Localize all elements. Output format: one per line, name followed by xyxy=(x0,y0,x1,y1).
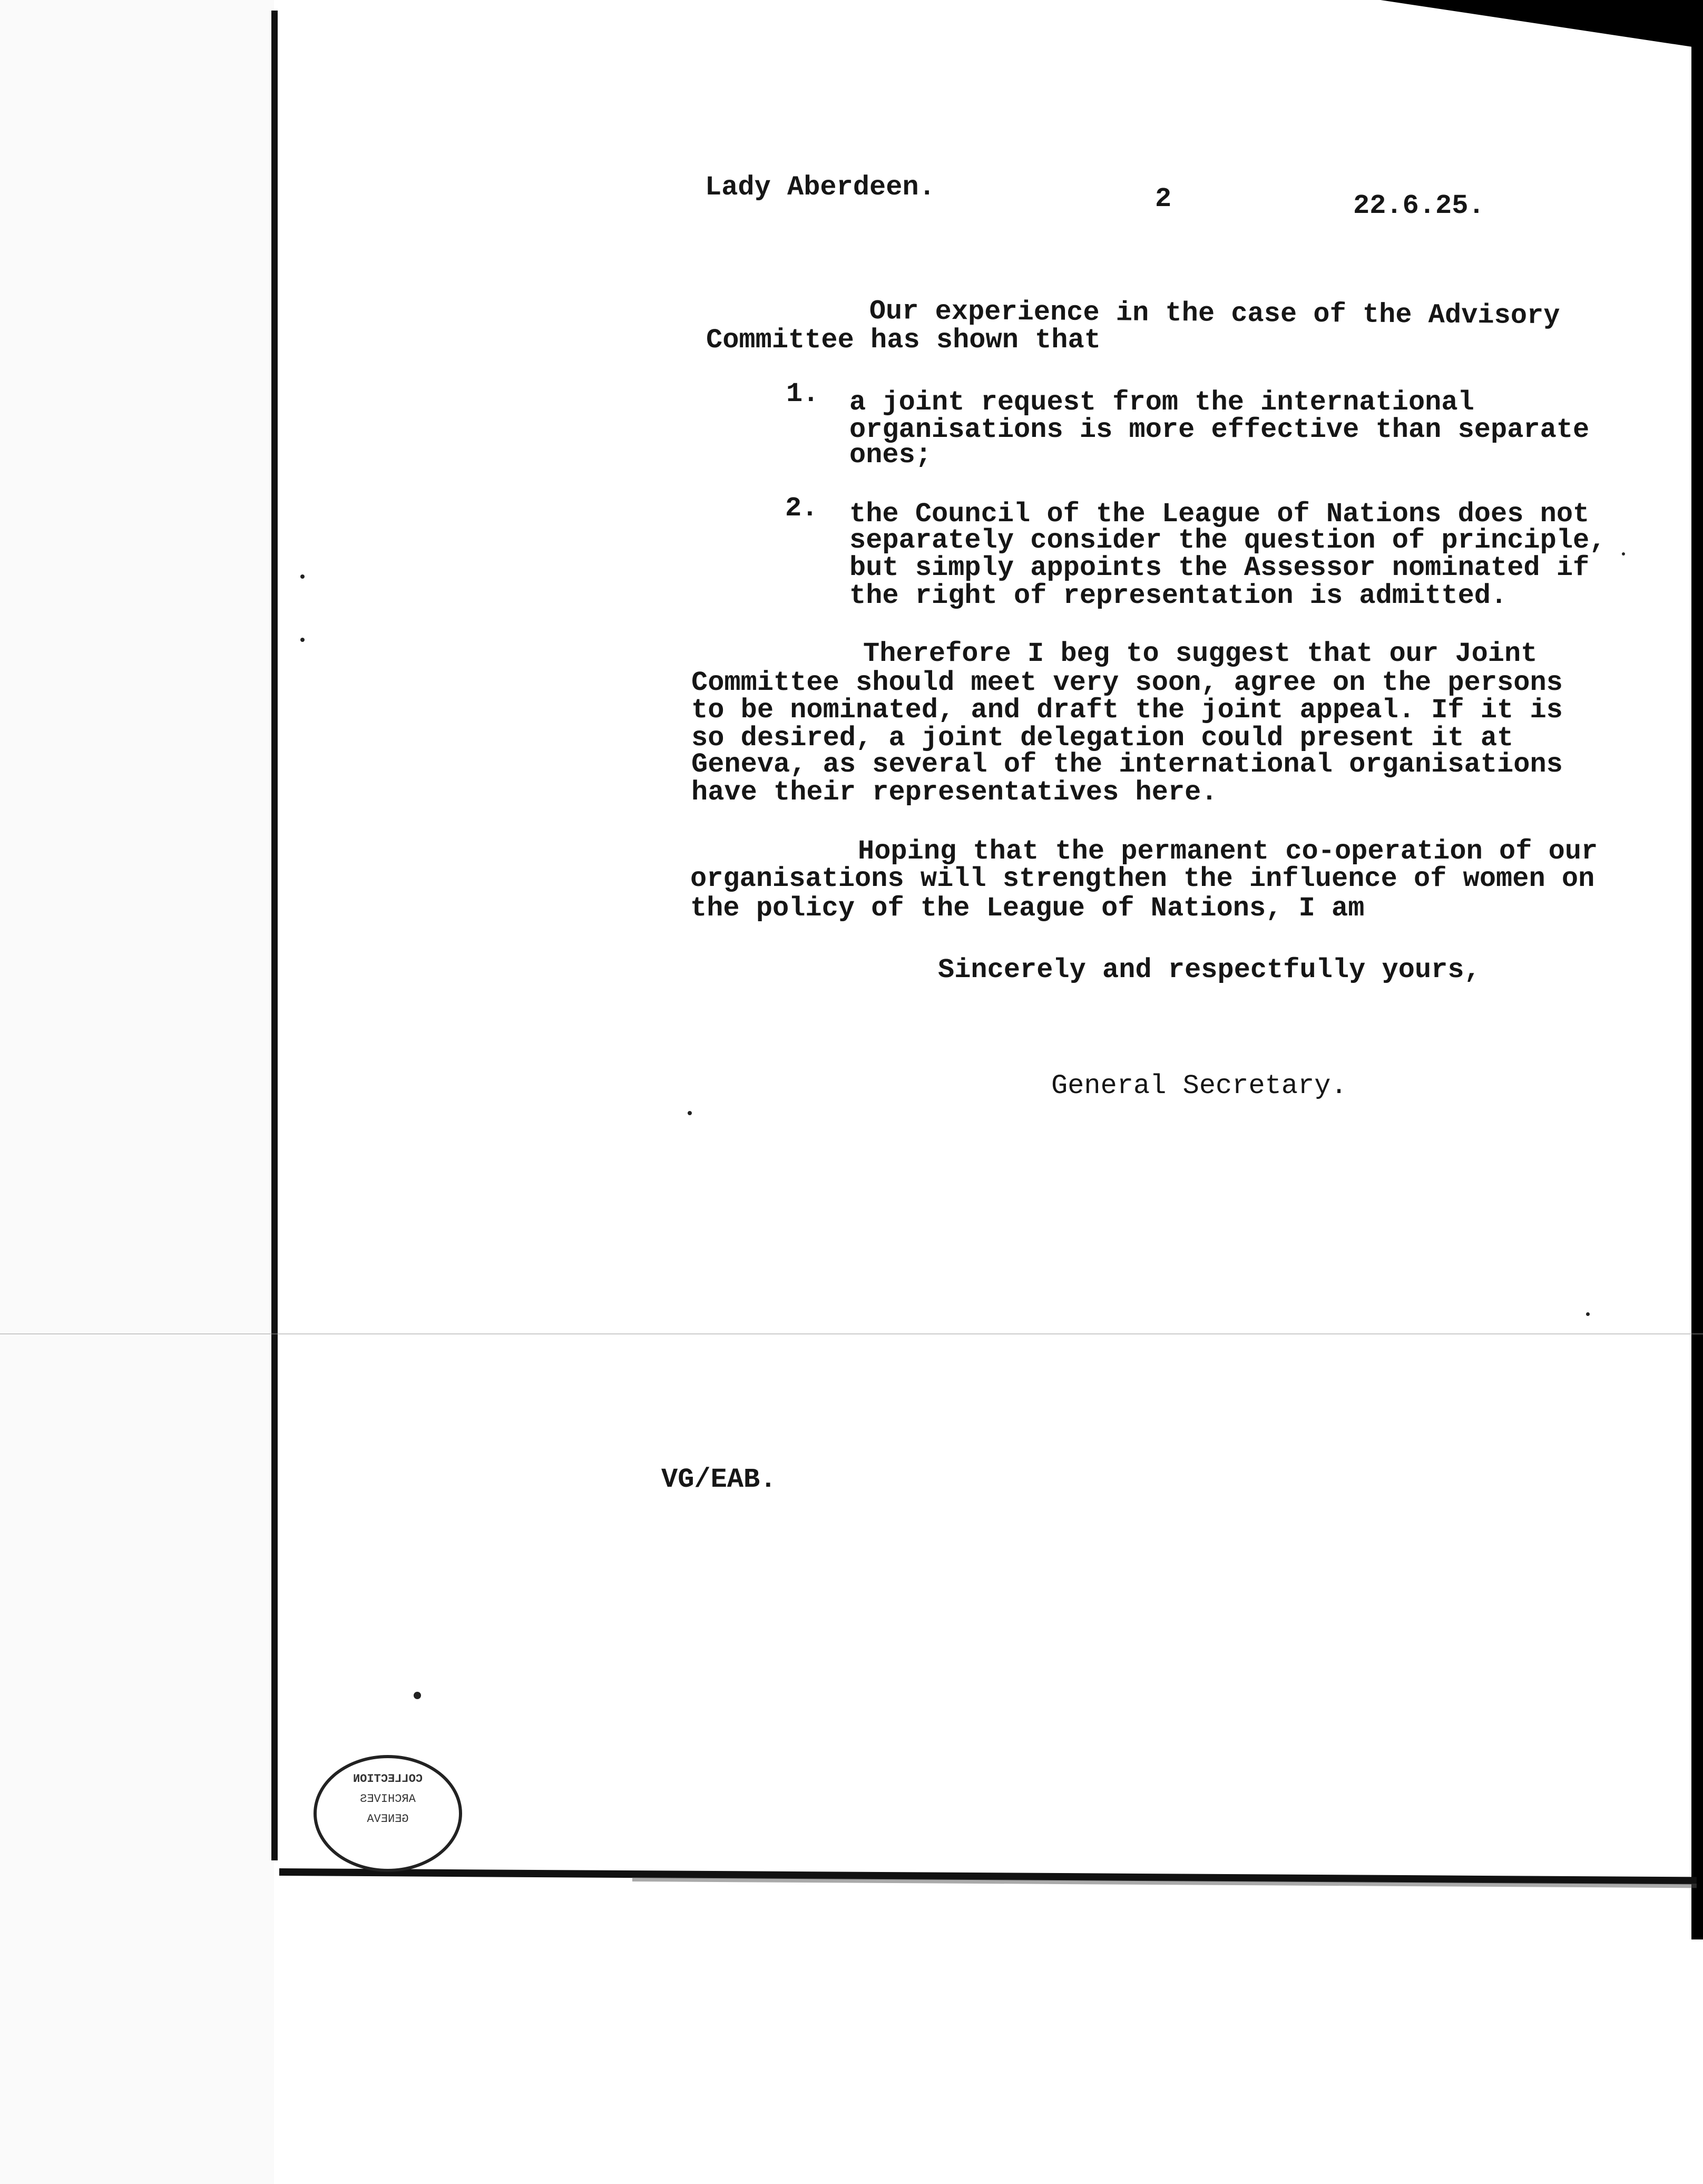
ink-speck xyxy=(300,638,305,642)
letter-date: 22.6.25. xyxy=(1353,190,1485,221)
paragraph-line: organisations will strengthen the influence of women on xyxy=(690,863,1595,894)
list-item-line: a joint request from the international xyxy=(849,387,1474,418)
list-item-line: ones; xyxy=(849,440,932,471)
ink-speck xyxy=(414,1692,421,1699)
stamp-line: ARCHIVES xyxy=(360,1792,416,1806)
reference-initials: VG/EAB. xyxy=(661,1464,777,1495)
paragraph-line: Geneva, as several of the international organisations xyxy=(691,749,1563,780)
list-item-line: but simply appoints the Assessor nominated if xyxy=(849,552,1590,583)
signature-title: General Secretary. xyxy=(1051,1070,1347,1101)
intro-line-2: Committee has shown that xyxy=(706,325,1101,356)
ink-speck xyxy=(1586,1312,1590,1316)
fold-line xyxy=(0,1333,1703,1334)
list-item-number: 2. xyxy=(785,493,818,524)
closing-salutation: Sincerely and respectfully yours, xyxy=(938,954,1481,986)
list-item-line: the right of representation is admitted. xyxy=(849,580,1508,611)
paragraph-line: Committee should meet very soon, agree on the persons xyxy=(691,667,1563,698)
paragraph-line: the policy of the League of Nations, I am xyxy=(690,893,1365,924)
page-number: 2 xyxy=(1155,183,1172,214)
intro-line-1: Our experience in the case of the Advisory xyxy=(869,296,1560,332)
list-item-line: the Council of the League of Nations does not xyxy=(849,499,1590,530)
ink-speck xyxy=(1622,552,1625,555)
list-item-number: 1. xyxy=(786,378,819,409)
paragraph-line: to be nominated, and draft the joint appeal. If it is xyxy=(691,695,1563,726)
right-dark-edge xyxy=(1691,0,1703,1939)
top-right-dark-corner xyxy=(1381,0,1703,48)
paragraph-line: Therefore I beg to suggest that our Joint xyxy=(863,638,1538,669)
left-page-edge xyxy=(0,0,274,2184)
paragraph-line: have their representatives here. xyxy=(691,777,1218,808)
stamp-line: COLLECTION xyxy=(353,1772,423,1786)
paragraph-line: so desired, a joint delegation could present it at xyxy=(691,723,1514,754)
ink-speck xyxy=(300,574,305,579)
stamp-line: GENEVA xyxy=(367,1812,409,1826)
ink-speck xyxy=(688,1111,692,1115)
archive-stamp xyxy=(314,1755,462,1872)
recipient-name: Lady Aberdeen. xyxy=(705,172,935,203)
paragraph-line: Hoping that the permanent co-operation of our xyxy=(858,836,1598,867)
list-item-line: separately consider the question of principle, xyxy=(849,525,1606,556)
list-item-line: organisations is more effective than separate xyxy=(849,414,1590,445)
left-binding-line xyxy=(271,11,278,1860)
